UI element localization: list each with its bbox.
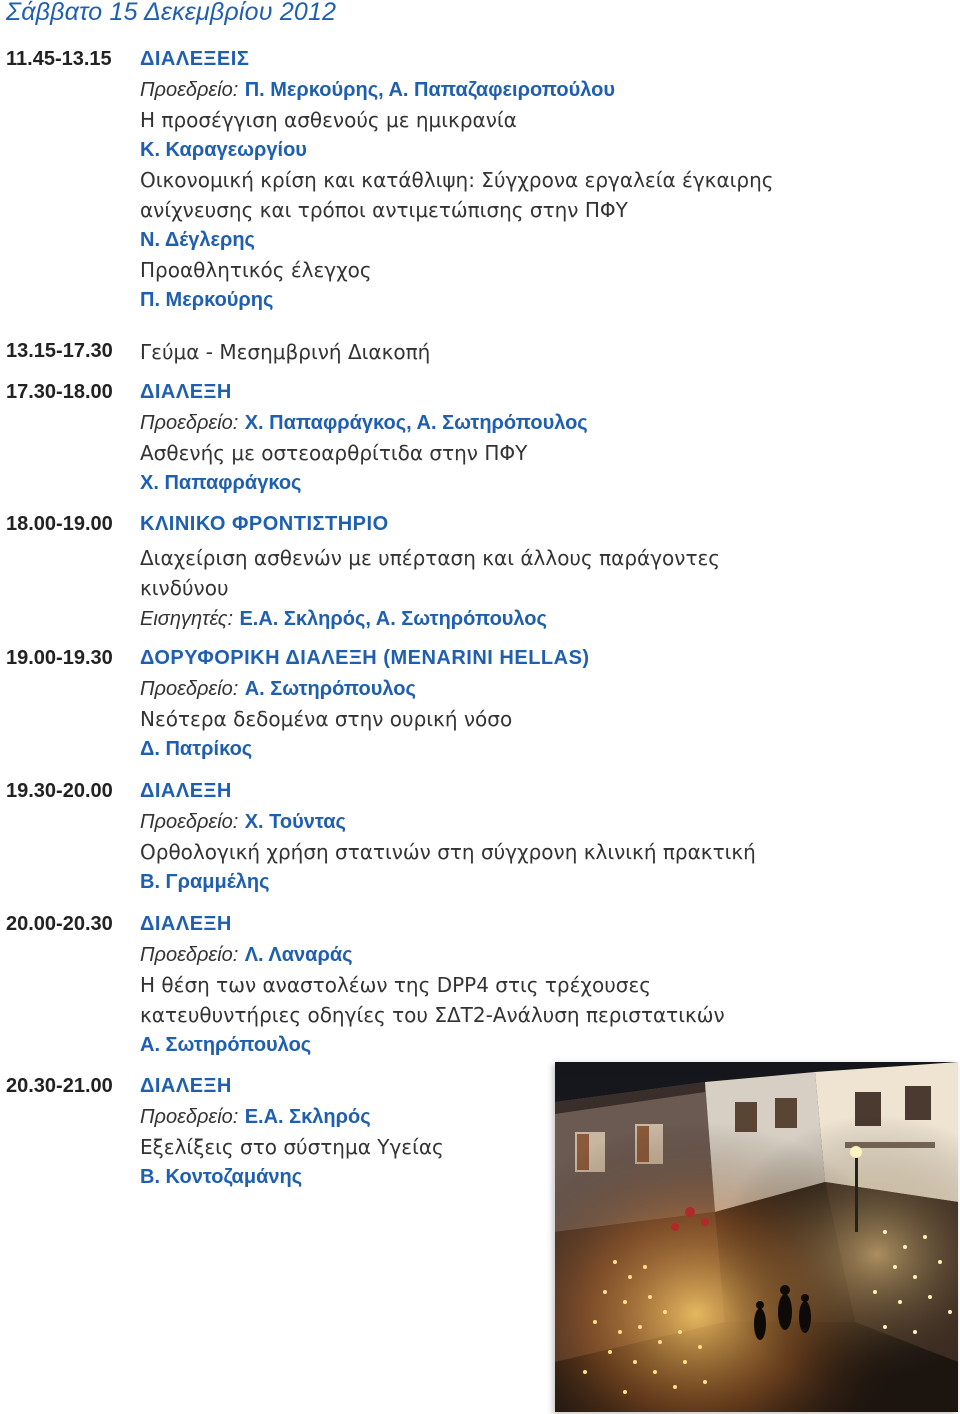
session-time: 19.30-20.00: [6, 780, 113, 802]
session-time: 18.00-19.00: [6, 513, 113, 535]
talk-topic: Οικονομική κρίση και κατάθλιψη: Σύγχρονα εργαλεία έγκαιρης: [140, 168, 774, 192]
session-time: 20.00-20.30: [6, 913, 113, 935]
chair-names: Π. Μερκούρης, Α. Παπαζαφειροπούλου: [244, 79, 615, 101]
presenters-label: Εισηγητές:: [140, 608, 234, 630]
talk-speaker: Ν. Δέγλερης: [140, 229, 255, 251]
session-time: 11.45-13.15: [6, 48, 112, 70]
chair-label: Προεδρείο:: [140, 1106, 239, 1128]
session-time: 13.15-17.30: [6, 340, 113, 362]
talk-topic: ανίχνευσης και τρόποι αντιμετώπισης στην ΠΦΥ: [140, 198, 628, 222]
talk-topic: κατευθυντήριες οδηγίες του ΣΔΤ2-Ανάλυση περιστατικών: [140, 1003, 725, 1027]
chair-label: Προεδρείο:: [140, 412, 239, 434]
talk-speaker: Β. Κοντοζαμάνης: [140, 1166, 303, 1188]
talk-topic: Νεότερα δεδομένα στην ουρική νόσο: [140, 707, 513, 731]
session-time: 17.30-18.00: [6, 381, 113, 403]
chair-names: Λ. Λαναράς: [244, 944, 353, 966]
session-title: Γεύμα - Μεσημβρινή Διακοπή: [140, 340, 431, 364]
session-title: ΔΟΡΥΦΟΡΙΚΗ ΔΙΑΛΕΞΗ (MENARINI HELLAS): [140, 647, 590, 669]
talk-speaker: Β. Γραμμέλης: [140, 871, 270, 893]
talk-topic: Η προσέγγιση ασθενούς με ημικρανία: [140, 108, 517, 132]
talk-topic: Η θέση των αναστολέων της DPP4 στις τρέχουσες: [140, 973, 652, 997]
chair-names: Ε.Α. Σκληρός: [244, 1106, 371, 1128]
chair-names: Χ. Τούντας: [244, 811, 346, 833]
session-title: ΔΙΑΛΕΞΗ: [140, 1075, 232, 1097]
workshop-topic: κινδύνου: [140, 576, 229, 600]
session-title: ΔΙΑΛΕΞΗ: [140, 913, 232, 935]
chair-label: Προεδρείο:: [140, 79, 239, 101]
chair-names: Χ. Παπαφράγκος, Α. Σωτηρόπουλος: [244, 412, 588, 434]
session-title: ΔΙΑΛΕΞΗ: [140, 381, 232, 403]
talk-topic: Ασθενής με οστεοαρθρίτιδα στην ΠΦΥ: [140, 441, 528, 465]
talk-speaker: Χ. Παπαφράγκος: [140, 472, 302, 494]
talk-speaker: Κ. Καραγεωργίου: [140, 139, 307, 161]
talk-speaker: Δ. Πατρίκος: [140, 738, 253, 760]
chair-label: Προεδρείο:: [140, 944, 239, 966]
presenter-names: Ε.Α. Σκληρός, Α. Σωτηρόπουλος: [239, 608, 547, 630]
street-night-photo: [555, 1062, 958, 1412]
talk-speaker: Π. Μερκούρης: [140, 289, 274, 311]
day-heading: Σάββατο 15 Δεκεμβρίου 2012: [6, 0, 337, 26]
session-title: ΚΛΙΝΙΚΟ ΦΡΟΝΤΙΣΤΗΡΙΟ: [140, 513, 389, 535]
session-time: 20.30-21.00: [6, 1075, 113, 1097]
session-title: ΔΙΑΛΕΞΕΙΣ: [140, 48, 250, 70]
talk-speaker: Α. Σωτηρόπουλος: [140, 1034, 312, 1056]
talk-topic: Εξελίξεις στο σύστημα Υγείας: [140, 1135, 444, 1159]
session-time: 19.00-19.30: [6, 647, 113, 669]
chair-label: Προεδρείο:: [140, 811, 239, 833]
talk-topic: Προαθλητικός έλεγχος: [140, 258, 372, 282]
talk-topic: Ορθολογική χρήση στατινών στη σύγχρονη κλινική πρακτική: [140, 840, 756, 864]
session-title: ΔΙΑΛΕΞΗ: [140, 780, 232, 802]
workshop-topic: Διαχείριση ασθενών με υπέρταση και άλλους παράγοντες: [140, 546, 721, 570]
chair-names: Α. Σωτηρόπουλος: [244, 678, 416, 700]
chair-label: Προεδρείο:: [140, 678, 239, 700]
